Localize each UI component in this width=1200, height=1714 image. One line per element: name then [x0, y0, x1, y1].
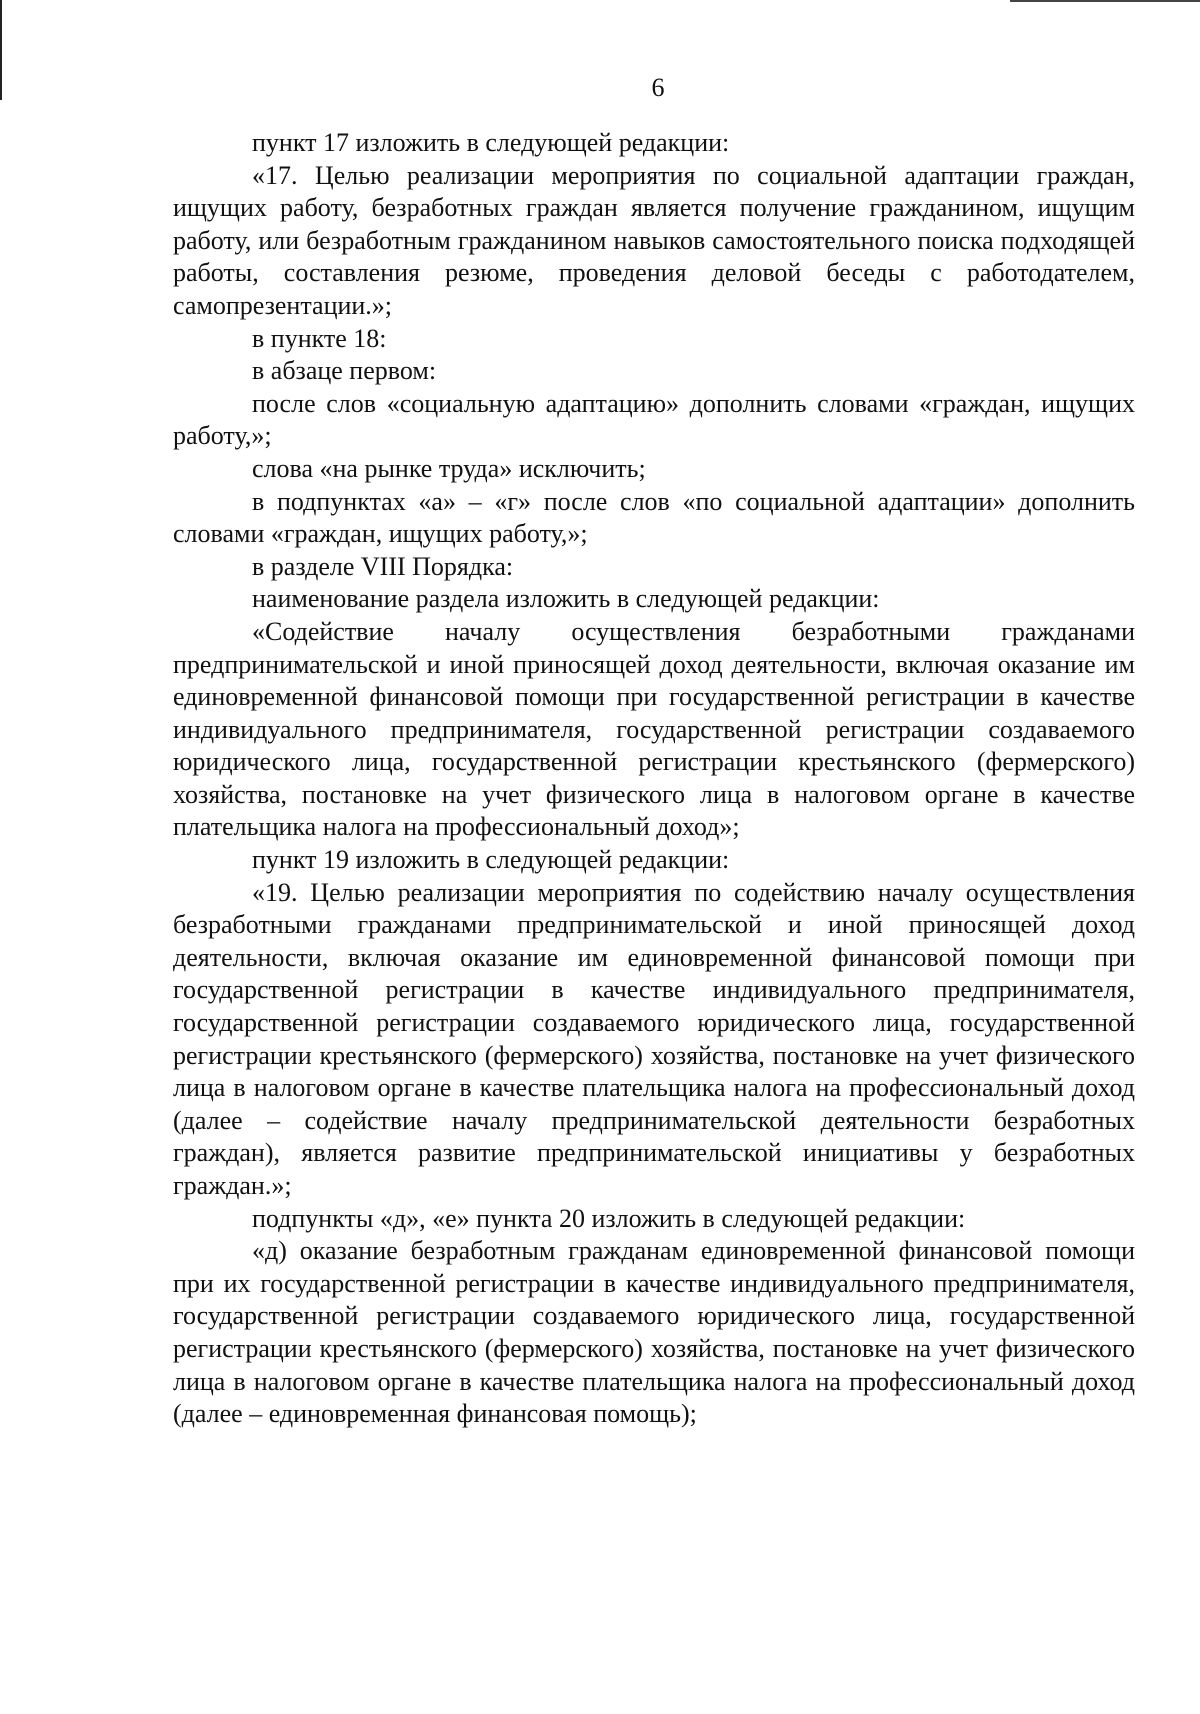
paragraph: наименование раздела изложить в следующей редакции:	[252, 584, 880, 614]
paragraph: «17. Целью реализации мероприятия по социальной адаптации граждан, ищущих работу, безработных граждан является получение гражданином, ищущим работу, или безработным гражданином навыков самостоятельного поиска подходящей работы, составления резюме, проведения деловой беседы с работодателем, самопрезентации.»;	[173, 160, 1135, 320]
paragraph: в пункте 18:	[252, 323, 387, 353]
body-text	[173, 127, 1135, 1431]
paragraph: «д) оказание безработным гражданам единовременной финансовой помощи при их государственной регистрации в качестве индивидуального предпринимателя, государственной регистрации создаваемого юридического лица, государственной регистрации крестьянского (фермерского) хозяйства, постановке на учет физического лица в налоговом органе в качестве плательщика налога на профессиональный доход (далее – единовременная финансовая помощь);	[173, 1236, 1135, 1429]
paragraph: пункт 17 изложить в следующей редакции:	[252, 128, 730, 157]
page-number: 6	[651, 73, 665, 102]
paragraph: «Содействие началу осуществления безработными гражданами предпринимательской и иной приносящей доход деятельности, включая оказание им единовременной финансовой помощи при государственной регистрации в качестве индивидуального предпринимателя, государственной регистрации создаваемого юридического лица, государственной регистрации крестьянского (фермерского) хозяйства, постановке на учет физического лица в налоговом органе в качестве плательщика налога на профессиональный доход»;	[173, 616, 1135, 842]
scan-edge-line	[1010, 0, 1200, 2]
paragraph: в разделе VIII Порядка:	[252, 551, 514, 581]
paragraph: после слов «социальную адаптацию» дополнить словами «граждан, ищущих работу,»;	[173, 388, 1135, 451]
paragraph: в подпунктах «а» – «г» после слов «по социальной адаптации» дополнить словами «граждан, ищущих работу,»;	[173, 486, 1135, 549]
paragraph: слова «на рынке труда» исключить;	[252, 453, 646, 483]
paragraph: подпункты «д», «е» пункта 20 изложить в следующей редакции:	[252, 1203, 966, 1233]
paragraph: «19. Целью реализации мероприятия по содействию началу осуществления безработными гражданами предпринимательской и иной приносящей доход деятельности, включая оказание им единовременной финансовой помощи при государственной регистрации в качестве индивидуального предпринимателя, государственной регистрации создаваемого юридического лица, государственной регистрации крестьянского (фермерского) хозяйства, постановке на учет физического лица в налоговом органе в качестве плательщика налога на профессиональный доход (далее – содействие началу предпринимательской деятельности безработных граждан), является развитие предпринимательской инициативы у безработных граждан.»;	[173, 877, 1135, 1200]
paragraph: в абзаце первом:	[252, 356, 437, 386]
paragraph: пункт 19 изложить в следующей редакции:	[252, 845, 730, 875]
